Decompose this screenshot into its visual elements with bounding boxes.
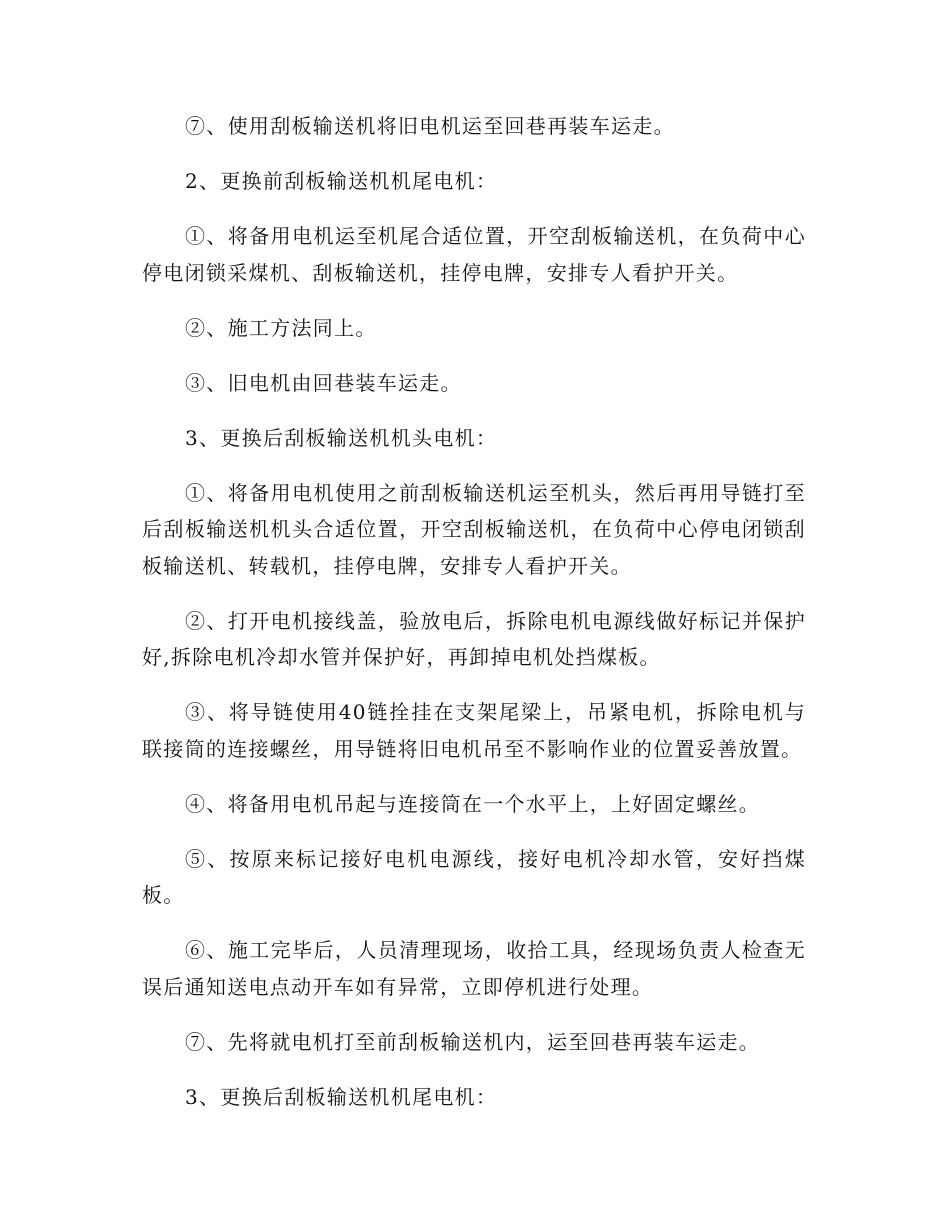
heading-rear-conveyor-head-motor: 3、更换后刮板输送机机头电机： bbox=[185, 425, 498, 450]
paragraph-step-1-head-preparation: ①、将备用电机使用之前刮板输送机运至机头，然后再用导链打至后刮板输送机机头合适位置，开空刮板输送机，在负荷中心停电闭锁刮板输送机、转载机，挂停电牌，安排专人看护开关。 bbox=[142, 480, 806, 578]
paragraph-step-7-transport: ⑦、使用刮板输送机将旧电机运至回巷再装车运走。 bbox=[185, 114, 675, 138]
paragraph-step-6-cleanup-test: ⑥、施工完毕后，人员清理现场，收拾工具，经现场负责人检查无误后通知送电点动开车如有异常，立即停机进行处理。 bbox=[142, 938, 806, 999]
paragraph-step-2-disconnect: ②、打开电机接线盖，验放电后，拆除电机电源线做好标记并保护好,拆除电机冷却水管并保护好，再卸掉电机处挡煤板。 bbox=[142, 608, 806, 669]
heading-front-conveyor-tail-motor: 2、更换前刮板输送机机尾电机： bbox=[185, 169, 498, 193]
paragraph-step-1-tail-preparation: ①、将备用电机运至机尾合适位置，开空刮板输送机，在负荷中心停电闭锁采煤机、刮板输送机，挂停电牌，安排专人看护开关。 bbox=[142, 224, 806, 285]
paragraph-step-5-reconnect: ⑤、按原来标记接好电机电源线，接好电机冷却水管，安好挡煤板。 bbox=[142, 846, 806, 907]
heading-rear-conveyor-tail-motor: 3、更换后刮板输送机机尾电机： bbox=[185, 1084, 498, 1109]
paragraph-step-3-old-motor-removal: ③、旧电机由回巷装车运走。 bbox=[185, 370, 462, 395]
paragraph-step-7-transport-out: ⑦、先将就电机打至前刮板输送机内，运至回巷再装车运走。 bbox=[185, 1029, 761, 1054]
paragraph-step-2-same-method: ②、施工方法同上。 bbox=[185, 315, 377, 340]
paragraph-step-4-install-motor: ④、将备用电机吊起与连接筒在一个水平上，上好固定螺丝。 bbox=[185, 791, 761, 816]
paragraph-step-3-lift-old-motor: ③、将导链使用40链拴挂在支架尾梁上，吊紧电机，拆除电机与联接筒的连接螺丝，用导链将旧电机吊至不影响作业的位置妥善放置。 bbox=[142, 700, 806, 761]
document-body bbox=[142, 108, 806, 1134]
